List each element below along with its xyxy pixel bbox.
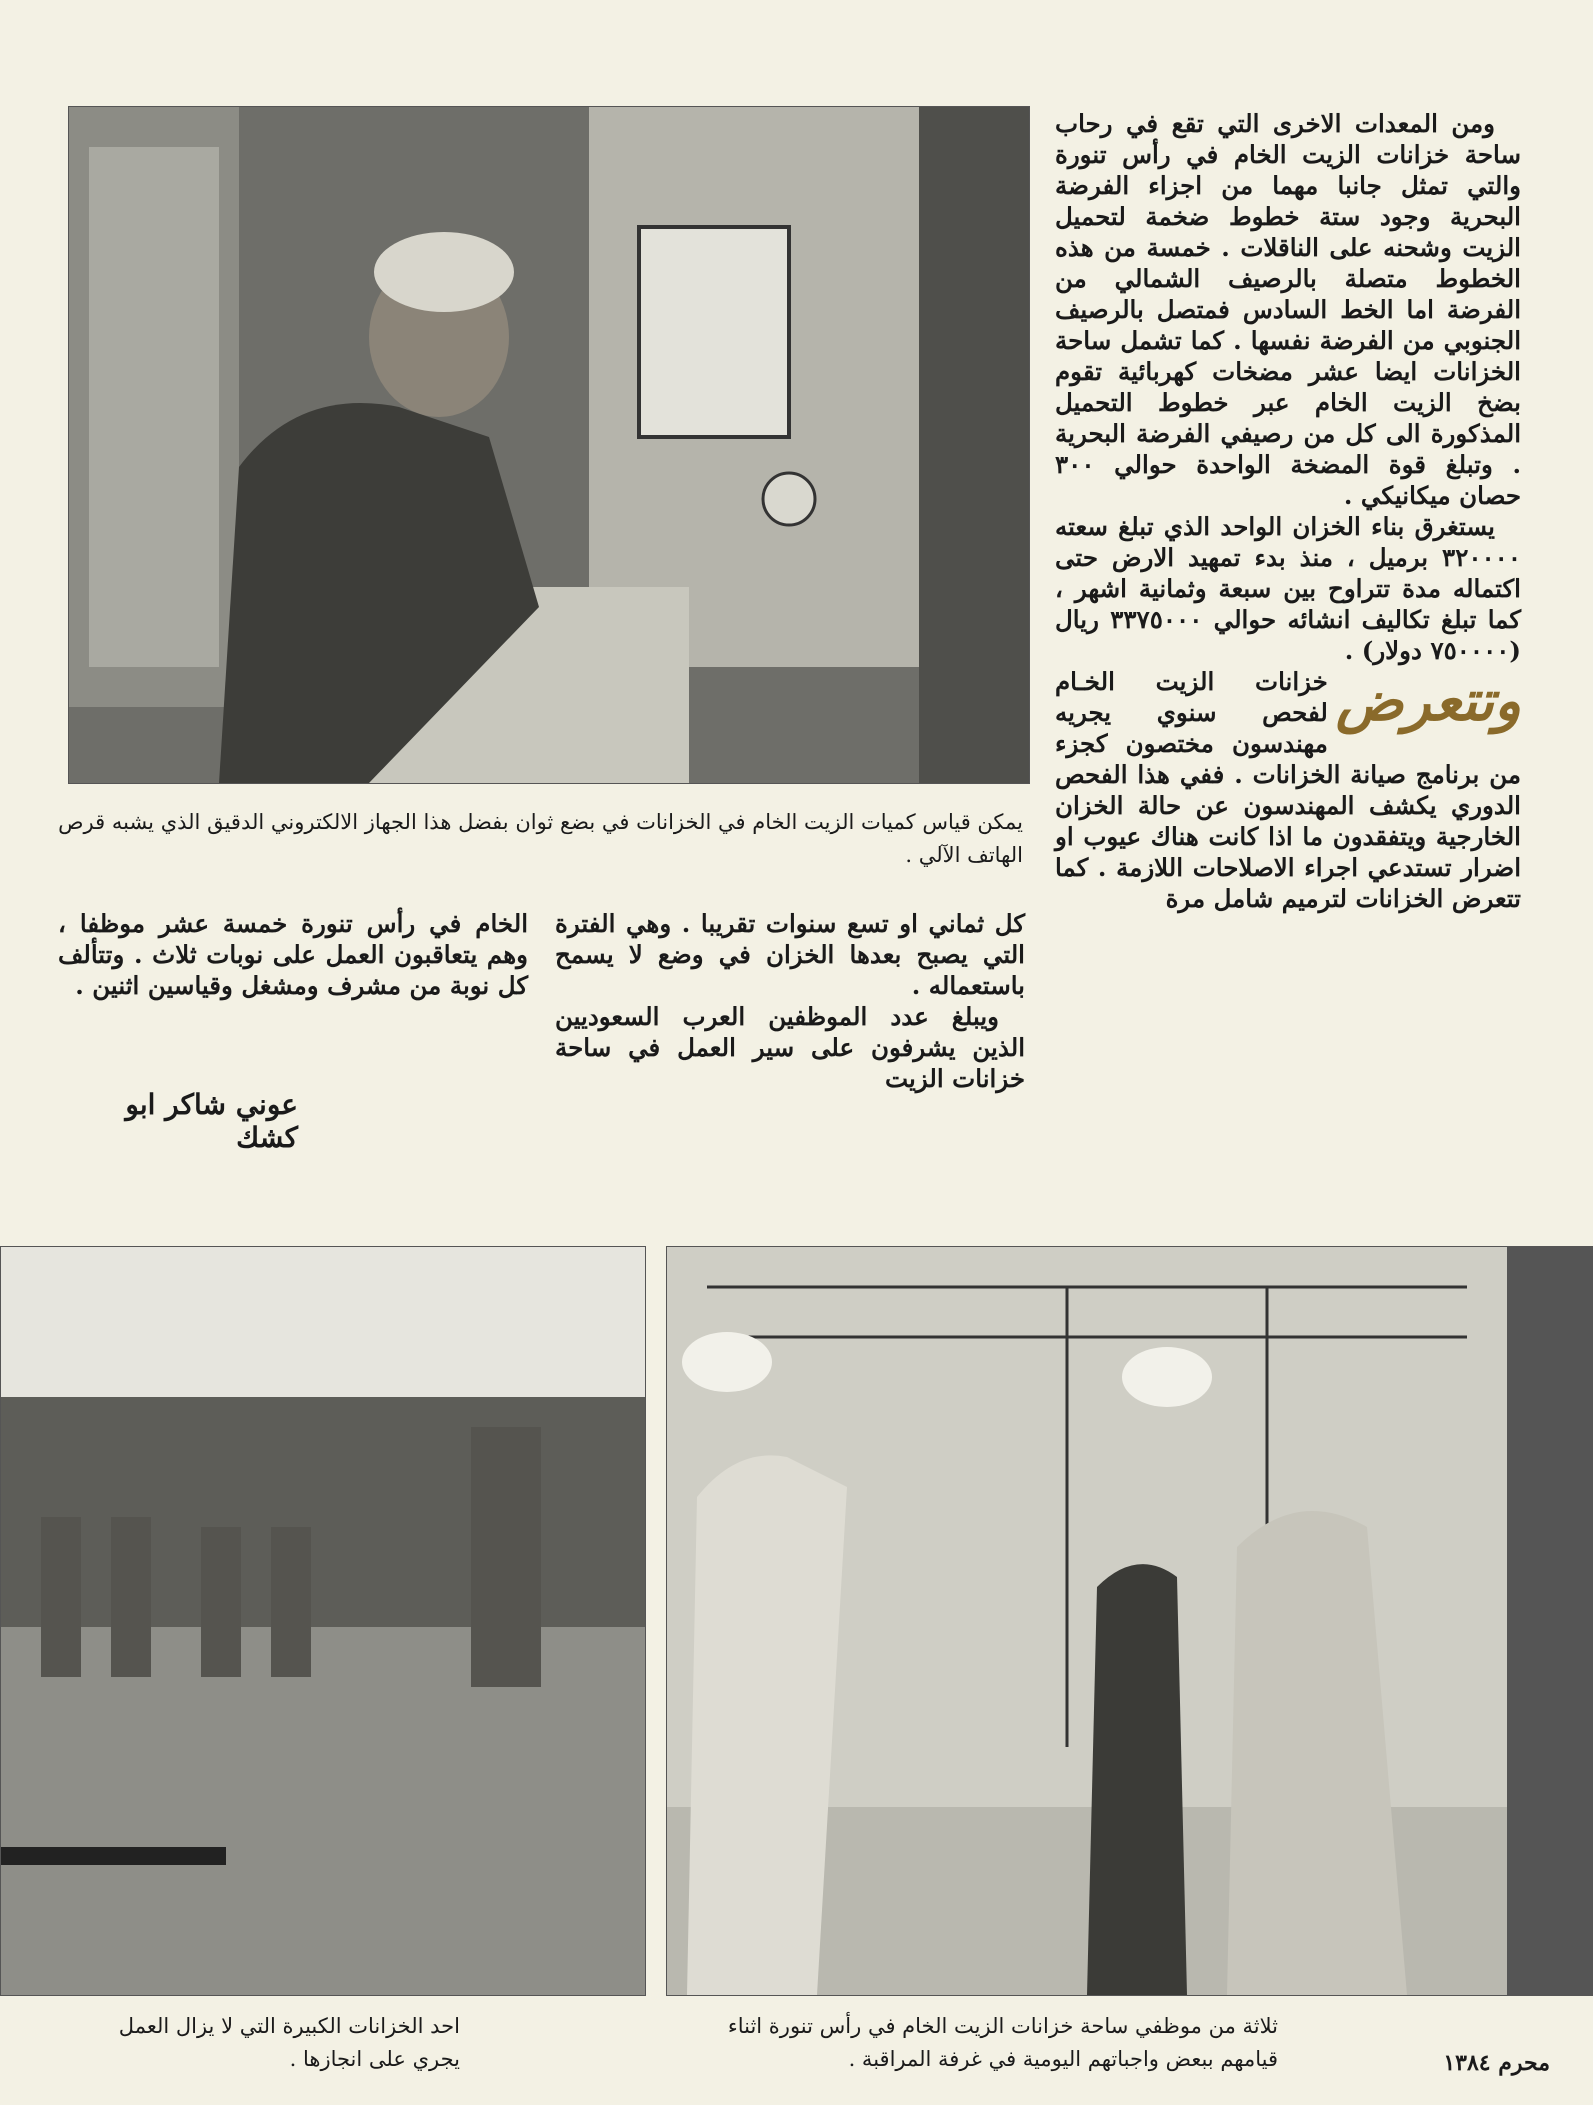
bottom-left-caption: احد الخزانات الكبيرة التي لا يزال العمل يجري على انجازها . (118, 2014, 460, 2071)
author-name: عوني شاكر ابو كشك (125, 1088, 298, 1154)
control-panel-team-photo (666, 1246, 1593, 1996)
control-room-engineer-photo (68, 106, 1030, 784)
paragraph-shifts: الخام في رأس تنورة خمسة عشر موظفا ، وهم يتعاقبون العمل على نوبات ثلاث . وتتألف كل نوبة من مشرف ومشغل وقياسين اثنين . (58, 909, 528, 1000)
left-text-column (58, 908, 528, 1001)
paragraph-pumping-lines: ومن المعدات الاخرى التي تقع في رحاب ساحة خزانات الزيت الخام في رأس تنورة والتي تمثل جانبا مهما من اجزاء الفرضة البحرية وجود ستة خطوط ضخمة لتحميل الزيت وشحنه على الناقلات . خمسة من هذه الخطوط متصلة بالرصيف الشمالي من الفرضة اما الخط السادس فمتصل بالرصيف الجنوبي من الفرضة نفسها . كما تشمل ساحة الخزانات ايضا عشر مضخات كهربائية تقوم بضخ الزيت الخام عبر خطوط التحميل المذكورة الى كل من رصيفي الفرضة البحرية . وتبلغ قوة المضخة الواحدة حوالي ٣٠٠ حصان ميكانيكي . (1055, 109, 1521, 510)
paragraph-inspection (1055, 666, 1521, 914)
middle-text-column (555, 908, 1025, 1094)
page-folio: محرم ١٣٨٤ (1443, 2050, 1550, 2076)
paragraph-tank-construction: يستغرق بناء الخزان الواحد الذي تبلغ سعته ٣٢٠٠٠٠ برميل ، منذ بدء تمهيد الارض حتى اكتماله مدة تتراوح بين سبعة وثمانية اشهر ، كما تبلغ تكاليف انشائه حوالي ٣٣٧٥٠٠٠ ريال (٧٥٠٠٠٠ دولار) . (1055, 512, 1521, 665)
drop-cap: وتتعرض (1335, 668, 1521, 734)
paragraph-overhaul: كل ثماني او تسع سنوات تقريبا . وهي الفترة التي يصبح بعدها الخزان في وضع لا يسمح باستعماله . (555, 909, 1025, 1000)
top-photo-caption: يمكن قياس كميات الزيت الخام في الخزانات في بضع ثوان بفضل هذا الجهاز الالكتروني الدقيق الذي يشبه قرص الهاتف الآلي . (58, 810, 1023, 867)
right-text-column (1055, 108, 1521, 1120)
paragraph-inspection-text: خزانات الزيت الخـام لفحص سنوي يجريه مهندسون مختصون كجزء من برنامج صيانة الخزانات . ففي هذا الفحص الدوري يكشف المهندسون عن حالة الخزان الخارجية ويتفقدون ما اذا كانت هناك عيوب او اضرار تستدعي اجراء الاصلاحات اللازمة . كما تتعرض الخزانات لترميم شامل مرة (1055, 667, 1521, 913)
tank-construction-photo (0, 1246, 646, 1996)
paragraph-staff: ويبلغ عدد الموظفين العرب السعوديين الذين يشرفون على سير العمل في ساحة خزانات الزيت (555, 1002, 1025, 1093)
bottom-right-caption: ثلاثة من موظفي ساحة خزانات الزيت الخام في رأس تنورة اثناء قيامهم ببعض واجباتهم اليومية في غرفة المراقبة . (727, 2014, 1278, 2071)
